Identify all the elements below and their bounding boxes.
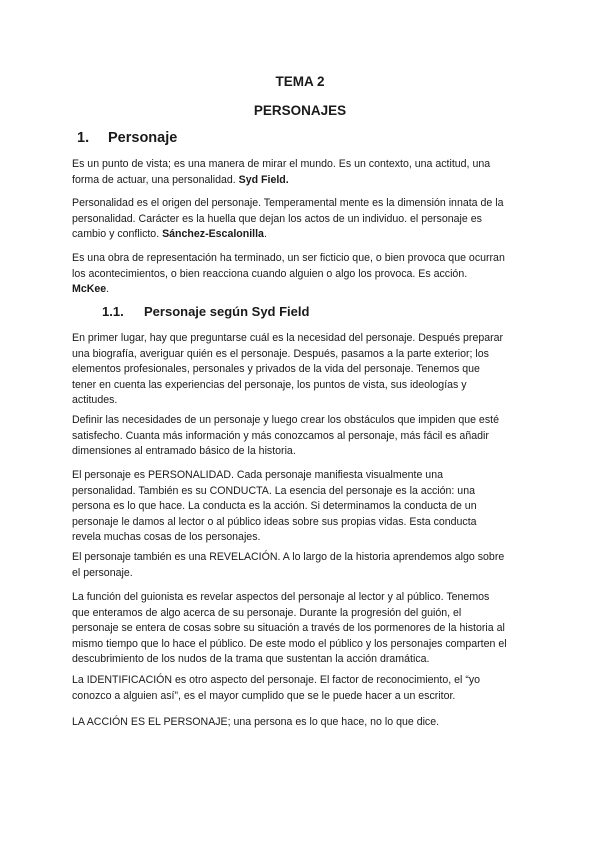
text-line: Es un punto de vista; es una manera de mirar el mundo. Es un contexto, una actitud, una	[72, 158, 491, 170]
paragraph-10	[72, 715, 534, 731]
text-line	[72, 282, 534, 298]
text-line: descubrimiento de los nudos de la trama que sustentan la acción dramática.	[72, 653, 430, 666]
subsection-number: 1.1.	[102, 304, 124, 319]
text-line: personalidad. También es su CONDUCTA. La esencia del personaje es la acción: una	[72, 484, 475, 497]
chapter-heading: TEMA 2	[275, 74, 325, 89]
paragraph-1	[72, 157, 534, 188]
text-line: una biografía, averiguar quién es el personaje. Después, pasamos a la parte exterior; los	[72, 347, 489, 360]
text-line: conozco a alguien así”, es el mayor cumplido que se le puede hacer a un escritor.	[72, 689, 456, 702]
subsection-heading-1-1	[102, 304, 309, 319]
text-run: forma de actuar, una personalidad.	[72, 173, 239, 186]
text-line: LA ACCIÓN ES EL PERSONAJE; una persona es lo que hace, no lo que dice.	[72, 716, 440, 728]
text-run: .	[106, 283, 110, 296]
text-line: Definir las necesidades de un personaje y luego crear los obstáculos que impiden que esté	[72, 414, 499, 426]
section-number: 1.	[77, 130, 90, 146]
text-line: mismo tiempo que lo hace el público. De este modo el público y los personajes comparten el	[72, 637, 507, 650]
text-run: .	[263, 228, 267, 241]
author-citation: McKee	[72, 283, 107, 296]
paragraph-2	[72, 196, 534, 243]
text-line: tener en cuenta las experiencias del personaje, los puntos de vista, sus ideologías y	[72, 378, 467, 391]
paragraph-5	[72, 413, 534, 460]
paragraph-4	[72, 331, 534, 409]
paragraph-9	[72, 673, 534, 704]
text-line: dimensiones al entramado básico de la historia.	[72, 445, 296, 458]
text-line: La función del guionista es revelar aspectos del personaje al lector y al público. Tenemos	[72, 591, 490, 603]
paragraph-3	[72, 251, 534, 298]
text-line: Personalidad es el origen del personaje. Temperamental mente es la dimensión innata de la	[72, 197, 504, 209]
text-line: actitudes.	[72, 394, 118, 407]
text-line: La IDENTIFICACIÓN es otro aspecto del personaje. El factor de reconocimiento, el “yo	[72, 674, 481, 686]
text-line: persona es lo que hace. La conducta es la acción. Si determinamos la conducta de un	[72, 500, 477, 513]
text-line: satisfecho. Cuanta más información y más conozcamos al personaje, más fácil es añadir	[72, 429, 489, 442]
text-line: personalidad. Carácter es la huella que dejan los actos de un individuo. el personaje es	[72, 212, 482, 225]
paragraph-6	[72, 468, 534, 546]
text-line: revela muchas cosas de los personajes.	[72, 531, 261, 544]
paragraph-8	[72, 590, 534, 668]
text-line: Es una obra de representación ha terminado, un ser ficticio que, o bien provoca que ocurran	[72, 252, 505, 264]
text-line: personaje se entera de cosas sobre su situación a través de los pormenores de la historia al	[72, 622, 505, 635]
author-citation: Sánchez-Escalonilla	[162, 228, 264, 241]
text-line: los acontecimientos, o bien reacciona cuando alguien o algo los provoca. Es acción.	[72, 267, 468, 280]
text-line: elementos profesionales, personales y privados de la vida del personaje. Tenemos que	[72, 363, 480, 376]
paragraph-7	[72, 550, 534, 581]
text-line	[72, 173, 534, 189]
text-line: que enteramos de algo acerca de su personaje. Durante la progresión del guión, el	[72, 606, 462, 619]
text-run: cambio y conflicto.	[72, 228, 163, 241]
text-line: personaje le damos al lector o al público ideas sobre sus propias vidas. Esta conducta	[72, 515, 477, 528]
text-line: El personaje también es una REVELACIÓN. A lo largo de la historia aprendemos algo sobre	[72, 551, 505, 563]
text-line: En primer lugar, hay que preguntarse cuál es la necesidad del personaje. Después preparar	[72, 332, 504, 344]
section-title: Personaje	[108, 130, 178, 146]
author-citation: Syd Field.	[238, 173, 289, 186]
chapter-title: PERSONAJES	[253, 103, 347, 118]
text-line: el personaje.	[72, 566, 133, 579]
subsection-title: Personaje según Syd Field	[144, 304, 310, 319]
text-line: El personaje es PERSONALIDAD. Cada personaje manifiesta visualmente una	[72, 469, 443, 481]
section-heading-1	[77, 130, 177, 146]
text-line	[72, 227, 534, 243]
